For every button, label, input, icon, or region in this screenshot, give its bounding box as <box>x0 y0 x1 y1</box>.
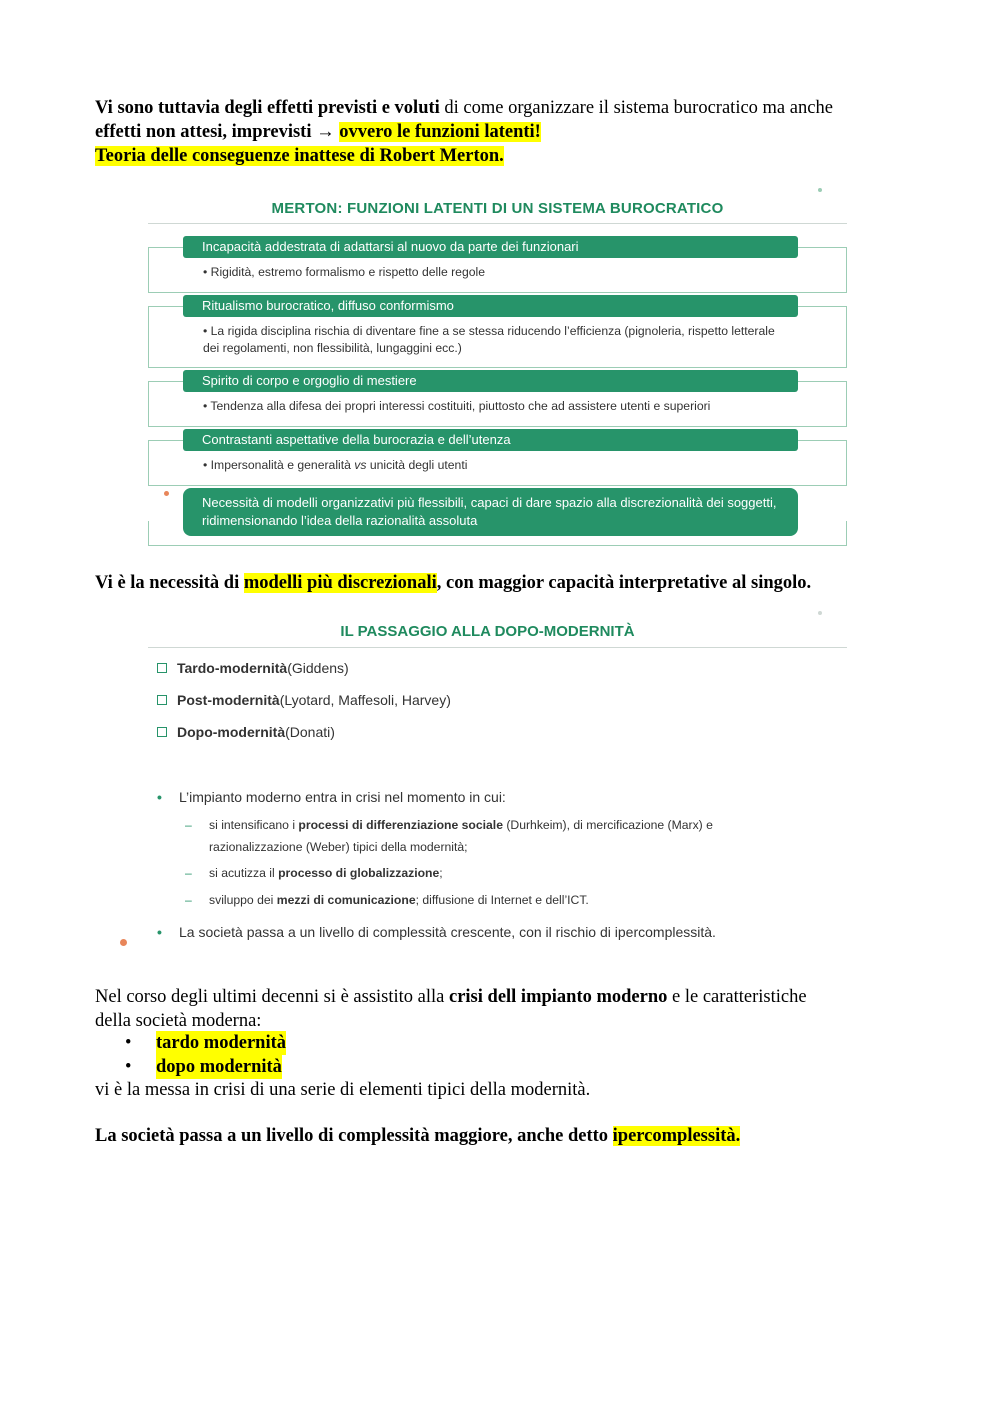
decorative-dot <box>818 611 822 615</box>
title-divider <box>148 647 847 648</box>
slide-title: MERTON: FUNZIONI LATENTI DI UN SISTEMA BUROCRATICO <box>271 200 724 217</box>
post-modernity-slide <box>120 605 855 960</box>
item-header: Spirito di corpo e orgoglio di mestiere <box>183 370 798 392</box>
crisis-line-2: della società moderna: <box>95 1011 262 1031</box>
dash-icon: – <box>185 893 192 907</box>
decorative-dot <box>120 939 127 946</box>
sub-item-line-2: razionalizzazione (Weber) tipici della modernità; <box>209 840 468 854</box>
item-bullet: • Rigidità, estremo formalismo e rispetto delle regole <box>203 265 485 279</box>
sub-item: – si intensificano i processi di differenziazione sociale (Durhkeim), di mercificazione (Marx) e razionalizzazione (Weber) tipici della modernità; <box>185 814 845 858</box>
intro-line-1: Vi sono tuttavia degli effetti previsti e voluti di come organizzare il sistema burocratico ma anche <box>95 98 833 118</box>
decorative-dot <box>164 491 169 496</box>
dash-icon: – <box>185 818 192 832</box>
decorative-dot <box>818 188 822 192</box>
bullet-icon: • <box>157 924 162 940</box>
check-item: Tardo-modernità (Giddens) <box>157 660 349 676</box>
sub-item: – si acutizza il processo di globalizzazione; <box>185 862 845 884</box>
crisis-conclusion: vi è la messa in crisi di una serie di elementi tipici della modernità. <box>95 1080 591 1100</box>
item-bullet: • Impersonalità e generalità vs unicità degli utenti <box>203 458 468 472</box>
bullet-item: • L’impianto moderno entra in crisi nel momento in cui: <box>157 789 506 805</box>
list-item: • tardo modernità <box>125 1033 286 1053</box>
intro-line-2: effetti non attesi, imprevisti → ovvero le funzioni latenti! <box>95 122 541 142</box>
item-header: Contrastanti aspettative della burocrazia e dell’utenza <box>183 429 798 451</box>
slide-title: IL PASSAGGIO ALLA DOPO-MODERNITÀ <box>340 623 635 640</box>
item-bullet: • La rigida disciplina rischia di diventare fine a se stessa riducendo l’efficienza (pignoleria, rispetto letterale dei regolamenti, non flessibilità, lungaggini ecc.) <box>203 324 775 355</box>
list-item: • dopo modernità <box>125 1057 282 1077</box>
item-header: Incapacità addestrata di adattarsi al nuovo da parte dei funzionari <box>183 236 798 258</box>
item-bullet: • Tendenza alla difesa dei propri interessi costituiti, piuttosto che ad assistere utenti e superiori <box>203 399 711 413</box>
title-divider <box>148 223 847 224</box>
crisis-line-1: Nel corso degli ultimi decenni si è assistito alla crisi dell impianto moderno e le caratteristiche <box>95 987 807 1007</box>
checkbox-icon <box>157 695 167 705</box>
checkbox-icon <box>157 663 167 673</box>
necessity-paragraph: Vi è la necessità di modelli più discrezionali, con maggior capacità interpretative al singolo. <box>95 573 812 593</box>
dash-icon: – <box>185 866 192 880</box>
crisis-paragraph <box>95 985 915 1033</box>
intro-line-3: Teoria delle conseguenze inattese di Robert Merton. <box>95 146 504 166</box>
conclusion-box: Necessità di modelli organizzativi più flessibili, capaci di dare spazio alla discrezionalità dei soggetti, ridimensionando l’idea della razionalità assoluta <box>183 488 798 536</box>
sub-item: – sviluppo dei mezzi di comunicazione; diffusione di Internet e dell’ICT. <box>185 889 845 911</box>
check-item: Dopo-modernità (Donati) <box>157 724 335 740</box>
checkbox-icon <box>157 727 167 737</box>
hypercomplexity-paragraph: La società passa a un livello di complessità maggiore, anche detto ipercomplessità. <box>95 1126 741 1146</box>
item-header: Ritualismo burocratico, diffuso conformismo <box>183 295 798 317</box>
bullet-icon: • <box>157 789 162 805</box>
bullet-item: • La società passa a un livello di complessità crescente, con il rischio di ipercomplessità. <box>157 924 716 940</box>
merton-slide <box>140 178 855 556</box>
modernity-list <box>125 1031 286 1079</box>
intro-paragraph <box>95 96 915 168</box>
check-item: Post-modernità (Lyotard, Maffesoli, Harvey) <box>157 692 451 708</box>
